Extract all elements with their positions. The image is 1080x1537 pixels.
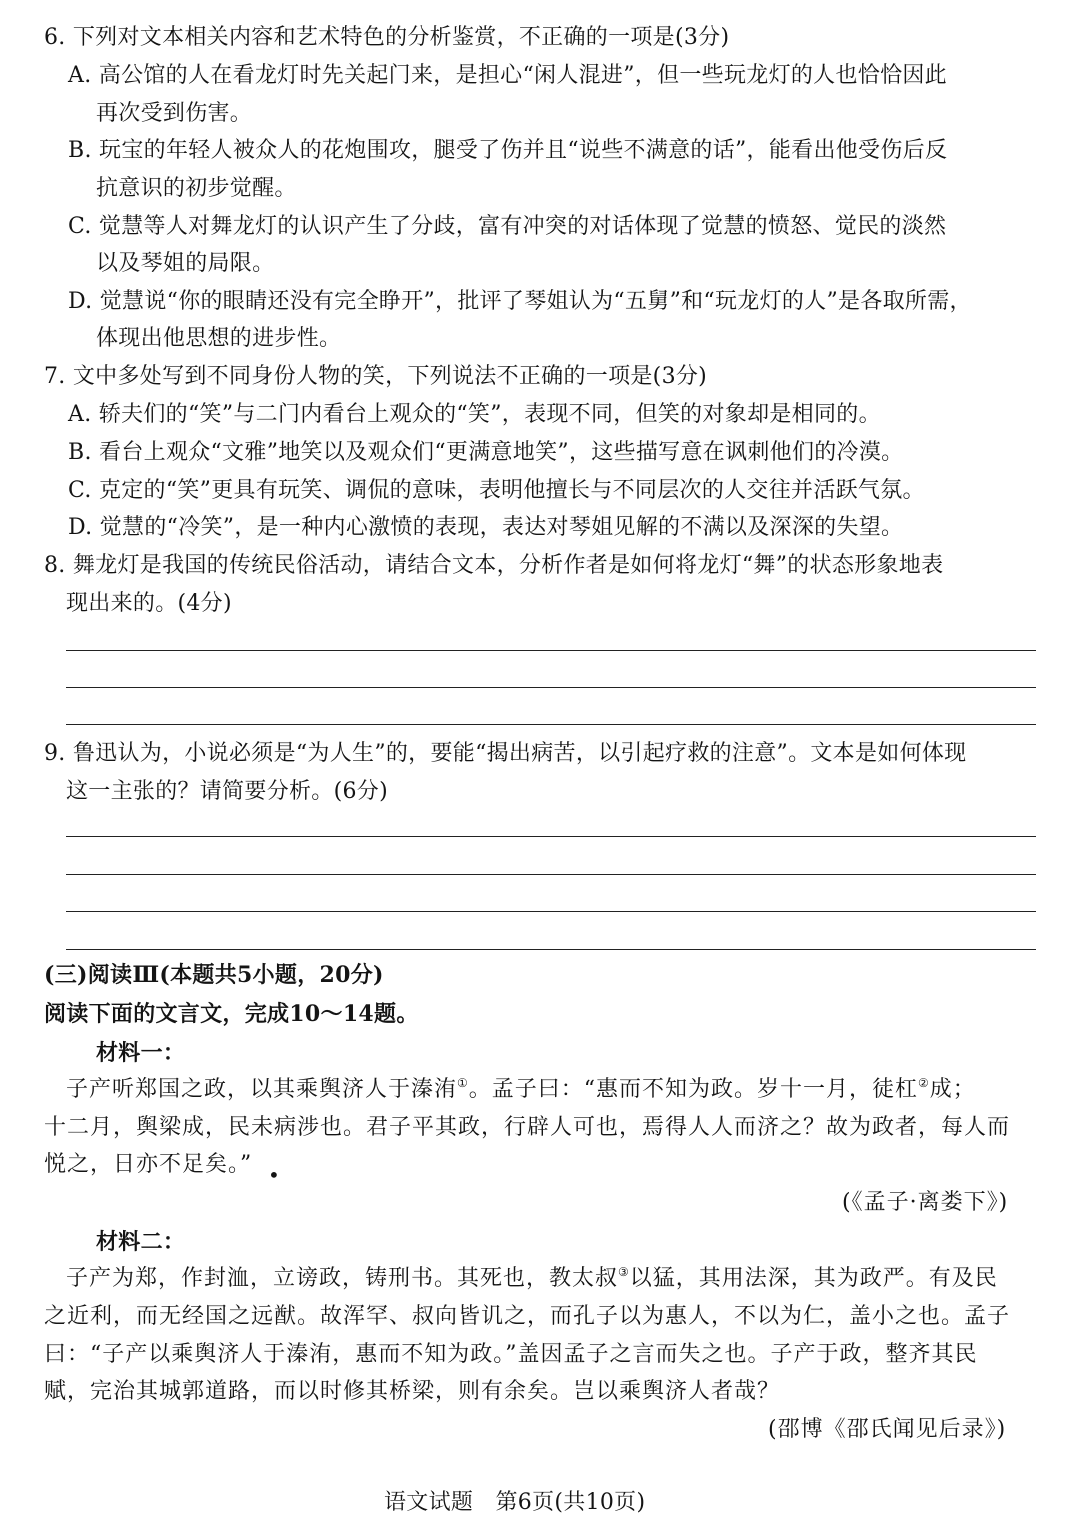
q9-answer-line-2[interactable] xyxy=(66,874,1036,875)
material2-line-3: 曰：“子产以乘舆济人于溱洧，惠而不知为政。”盖因孟子之言而失之也。子产于政，整齐其民 xyxy=(44,1342,978,1367)
material2-line-1: 子产为郑，作封洫，立谤政，铸刑书。其死也，教太叔③以猛，其用法深，其为政严。有及民 xyxy=(66,1265,998,1291)
q6-option-a: A. 高公馆的人在看龙灯时先关起门来，是担心“闲人混进”，但一些玩龙灯的人也恰恰因此 xyxy=(68,63,947,88)
q8-stem: 8. 舞龙灯是我国的传统民俗活动，请结合文本，分析作者是如何将龙灯“舞”的状态形象地表 xyxy=(44,553,944,578)
material1-line-3: 悦之，日亦不足矣。” xyxy=(44,1152,253,1177)
emphasis-dot: • xyxy=(268,1163,280,1187)
material2-line-2: 之近利，而无经国之远猷。故浑罕、叔向皆讥之，而孔子以为惠人，不以为仁，盖小之也。孟子 xyxy=(44,1304,1011,1329)
q7-option-b: B. 看台上观众“文雅”地笑以及观众们“更满意地笑”，这些描写意在讽刺他们的冷漠。 xyxy=(68,440,904,465)
q9-stem-cont: 这一主张的？请简要分析。(6分) xyxy=(66,779,388,804)
q6-option-a-cont: 再次受到伤害。 xyxy=(96,101,253,126)
q7-option-d: D. 觉慧的“冷笑”，是一种内心激愤的表现，表达对琴姐见解的不满以及深深的失望。 xyxy=(68,515,904,540)
q6-option-b-cont: 抗意识的初步觉醒。 xyxy=(96,176,297,201)
q8-answer-line-3[interactable] xyxy=(66,724,1036,725)
section3-heading: (三)阅读Ⅲ(本题共5小题，20分) xyxy=(44,962,384,988)
material1-line-2: 十二月，舆梁成，民未病涉也。君子平其政，行辟人可也，焉得人人而济之？故为政者，每人而 xyxy=(44,1115,1011,1140)
material1-label: 材料一： xyxy=(96,1040,186,1066)
q8-answer-line-1[interactable] xyxy=(66,650,1036,651)
q6-option-b: B. 玩宝的年轻人被众人的花炮围攻，腿受了伤并且“说些不满意的话”，能看出他受伤后反 xyxy=(68,138,948,163)
q6-option-c-cont: 以及琴姐的局限。 xyxy=(96,251,275,276)
material2-label: 材料二： xyxy=(96,1229,186,1255)
section3-instruction: 阅读下面的文言文，完成10～14题。 xyxy=(44,1001,419,1027)
q9-answer-line-4[interactable] xyxy=(66,949,1036,950)
footnote-marker-3: ③ xyxy=(618,1265,630,1279)
page-footer: 语文试题 第6页(共10页) xyxy=(384,1490,646,1515)
material2-line-4: 赋，完治其城郭道路，而以时修其桥梁，则有余矣。岂以乘舆济人者哉？ xyxy=(44,1379,781,1404)
q6-option-d-cont: 体现出他思想的进步性。 xyxy=(96,326,342,351)
q6-stem: 6. 下列对文本相关内容和艺术特色的分析鉴赏，不正确的一项是(3分) xyxy=(44,25,730,50)
q8-stem-cont: 现出来的。(4分) xyxy=(66,591,232,616)
footnote-marker-2: ② xyxy=(918,1076,930,1090)
material2-source: (邵博《邵氏闻见后录》) xyxy=(768,1417,1007,1442)
q9-answer-line-1[interactable] xyxy=(66,836,1036,837)
q9-stem: 9. 鲁迅认为，小说必须是“为人生”的，要能“揭出病苦，以引起疗救的注意”。文本是如何体现 xyxy=(44,741,967,766)
q6-option-c: C. 觉慧等人对舞龙灯的认识产生了分歧，富有冲突的对话体现了觉慧的愤怒、觉民的淡然 xyxy=(68,214,947,239)
q6-option-d: D. 觉慧说“你的眼睛还没有完全睁开”，批评了琴姐认为“五舅”和“玩龙灯的人”是各取所需， xyxy=(68,289,972,314)
q7-option-a: A. 轿夫们的“笑”与二门内看台上观众的“笑”，表现不同，但笑的对象却是相同的。 xyxy=(68,402,881,427)
q7-stem: 7. 文中多处写到不同身份人物的笑，下列说法不正确的一项是(3分) xyxy=(44,364,708,389)
q7-option-c: C. 克定的“笑”更具有玩笑、调侃的意味，表明他擅长与不同层次的人交往并活跃气氛。 xyxy=(68,478,925,503)
material1-source: (《孟子·离娄下》) xyxy=(842,1190,1009,1215)
q9-answer-line-3[interactable] xyxy=(66,911,1036,912)
q8-answer-line-2[interactable] xyxy=(66,687,1036,688)
material1-line-1: 子产听郑国之政，以其乘舆济人于溱洧①。孟子曰：“惠而不知为政。岁十一月，徒杠②成； xyxy=(66,1076,976,1102)
footnote-marker-1: ① xyxy=(457,1076,469,1090)
